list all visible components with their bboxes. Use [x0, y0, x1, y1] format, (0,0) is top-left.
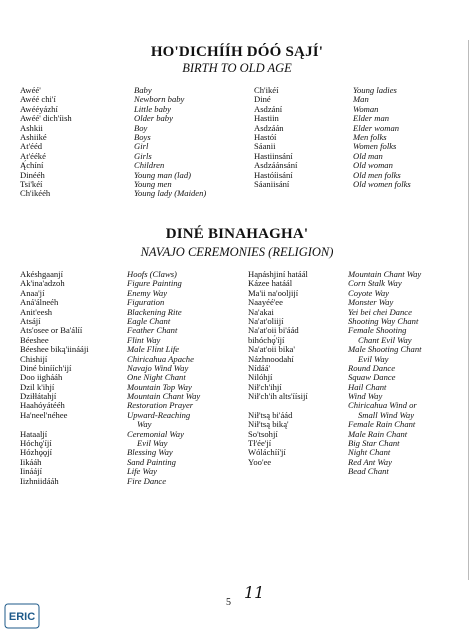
- english-term: Figure Painting: [127, 278, 182, 289]
- english-term: Old man: [353, 150, 383, 161]
- english-term: Chiricahua Wind or: [348, 400, 417, 411]
- english-term: Eagle Chant: [127, 315, 171, 326]
- english-term: Navajo Wind Way: [127, 362, 189, 373]
- english-term: Small Wind Way: [358, 409, 415, 420]
- page-number: 5: [226, 597, 231, 608]
- english-term: Evil Way: [358, 353, 389, 364]
- navajo-term: Béeshee biką'iinááji: [20, 344, 89, 355]
- navajo-term: Ch'ikééh: [20, 188, 51, 199]
- navajo-term: Iikááh: [20, 456, 42, 467]
- english-term: Blessing Way: [127, 447, 173, 458]
- navajo-term: Hastóíisání: [254, 169, 293, 180]
- english-term: Wind Way: [348, 391, 383, 402]
- navajo-term: Ashiiké: [20, 131, 47, 142]
- english-term: Bead Chant: [348, 466, 389, 477]
- navajo-term: Béeshee: [20, 334, 49, 345]
- section1-title: HO'DICHÍÍH DÓÓ SĄJÍ': [150, 44, 324, 60]
- english-term: Big Star Chant: [348, 438, 400, 449]
- english-term: Elder man: [353, 113, 390, 124]
- navajo-term: Aná'álneéh: [20, 297, 59, 308]
- section1-english-right-column: [353, 86, 411, 189]
- english-term: Monster Way: [348, 297, 394, 308]
- english-term: Man: [353, 94, 369, 105]
- navajo-term: Hózhǫ́ǫjí: [20, 447, 52, 458]
- english-term: Chiricahua Apache: [127, 353, 194, 364]
- english-term: Little baby: [134, 103, 171, 114]
- english-term: Feather Chant: [127, 325, 178, 336]
- navajo-term: Anit'eesh: [20, 306, 53, 317]
- navajo-term: Ashkii: [20, 122, 43, 133]
- english-term: Boy: [134, 122, 148, 133]
- section2-navajo-right-column: [248, 270, 308, 467]
- section1-english-left-column: [134, 86, 206, 199]
- english-term: Upward-Reaching: [127, 409, 191, 420]
- navajo-term: Diné: [254, 94, 271, 105]
- navajo-term: Sáanii: [254, 141, 276, 152]
- english-term: Women folks: [353, 141, 397, 152]
- navajo-term: Nił'ch'ihjí: [248, 381, 282, 392]
- navajo-term: Dziłłátahjí: [20, 391, 57, 402]
- section1-navajo-right-column: [254, 86, 297, 189]
- english-term: Mountain Top Way: [127, 381, 192, 392]
- english-term: Woman: [353, 103, 379, 114]
- english-term: Newborn baby: [134, 94, 185, 105]
- english-term: Men folks: [353, 131, 387, 142]
- english-term: Young ladies: [353, 85, 397, 95]
- english-term: Girl: [134, 141, 149, 152]
- navajo-term: Awééyázhí: [20, 103, 58, 114]
- navajo-term: Naayéé'ee: [248, 297, 283, 308]
- navajo-term: Dzil k'ihjí: [20, 381, 55, 392]
- english-term: Chant Evil Way: [358, 334, 412, 345]
- navajo-term: Iináájí: [20, 466, 42, 477]
- section2-subtitle: NAVAJO CEREMONIES (RELIGION): [140, 245, 334, 259]
- navajo-term: Sáaniisání: [254, 178, 290, 189]
- section2-english-left-column: [127, 270, 200, 486]
- english-term: Female Rain Chant: [348, 419, 416, 430]
- english-term: Female Shooting: [348, 325, 407, 336]
- navajo-term: Nił'tsą biką': [248, 419, 289, 430]
- english-term: Night Chant: [348, 447, 391, 458]
- english-term: Older baby: [134, 113, 173, 124]
- navajo-term: Názhnoodahí: [248, 353, 294, 364]
- navajo-term: At'ééké: [20, 150, 46, 161]
- english-term: Children: [134, 160, 165, 171]
- navajo-term: Atsájí: [20, 315, 41, 326]
- english-term: Red Ant Way: [348, 456, 392, 467]
- english-term: Mountain Chant Way: [348, 269, 422, 279]
- english-term: Young man (lad): [134, 169, 191, 180]
- english-term: Male Flint Life: [127, 344, 180, 355]
- english-term: Figuration: [127, 297, 165, 308]
- navajo-term: Na'at'oii bi'áád: [248, 325, 299, 336]
- eric-logo-text: ERIC: [8, 611, 36, 623]
- english-term: Corn Stalk Way: [348, 278, 402, 289]
- navajo-term: Hóchǫ́'íjí: [20, 438, 52, 449]
- navajo-term: Ą́chíní: [20, 160, 44, 171]
- english-term: Sand Painting: [127, 456, 176, 467]
- handwritten-page-mark: 11: [244, 583, 265, 602]
- section2-english-right-column: [348, 270, 422, 477]
- navajo-term: Ats'osee or Ba'álíí: [20, 325, 83, 336]
- english-term: Flint Way: [127, 334, 161, 345]
- navajo-term: Hataaljí: [20, 428, 48, 439]
- navajo-term: Nił'tsą bi'áád: [248, 409, 293, 420]
- navajo-term: Anaa'jí: [20, 287, 45, 298]
- navajo-term: Ha'neel'néhee: [20, 409, 68, 420]
- navajo-term: Doo iighááh: [20, 372, 63, 383]
- english-term: One Night Chant: [127, 372, 186, 383]
- english-term: Coyote Way: [348, 287, 389, 298]
- navajo-term: Na'at'oliijí: [248, 315, 284, 326]
- navajo-term: Tł'ée'jí: [248, 438, 272, 449]
- navajo-term: Nił'ch'ih alts'íísijí: [248, 391, 308, 402]
- navajo-term: bihóchǫ́'íjí: [248, 334, 285, 345]
- eric-logo-icon: [4, 603, 40, 629]
- section2-navajo-left-column: [20, 270, 89, 486]
- english-term: Enemy Way: [127, 287, 168, 298]
- english-term: Young men: [134, 178, 172, 189]
- navajo-term: Haahóyátééh: [20, 400, 65, 411]
- navajo-term: Yoo'ee: [248, 456, 272, 467]
- navajo-term: Diné biníích'ijí: [20, 362, 72, 373]
- english-term: Male Shooting Chant: [348, 344, 422, 355]
- english-term: Male Rain Chant: [348, 428, 408, 439]
- navajo-term: Dinééh: [20, 169, 45, 180]
- navajo-term: Chishijí: [20, 353, 48, 364]
- navajo-term: Asdzání: [254, 103, 283, 114]
- navajo-term: Ha̧náshjiní hatáál: [248, 269, 308, 279]
- navajo-term: Ma'ii na'ooljijí: [248, 287, 299, 298]
- english-term: Squaw Dance: [348, 372, 396, 383]
- navajo-term: Hastóí: [254, 131, 277, 142]
- navajo-term: Iizhniidááh: [20, 475, 59, 486]
- section1-subtitle: BIRTH TO OLD AGE: [182, 61, 292, 75]
- english-term: Hoofs (Claws): [127, 269, 177, 279]
- navajo-term: Na'at'oii bika': [248, 344, 295, 355]
- english-term: Ceremonial Way: [127, 428, 184, 439]
- english-term: Boys: [134, 131, 151, 142]
- navajo-term: Awéé' dich'íish: [20, 113, 72, 124]
- scan-edge-line: [468, 40, 469, 580]
- english-term: Shooting Way Chant: [348, 315, 419, 326]
- navajo-term: Awéé': [20, 85, 41, 95]
- navajo-term: Asdzáán: [254, 122, 284, 133]
- english-term: Blackening Rite: [127, 306, 182, 317]
- english-term: Elder woman: [353, 122, 400, 133]
- english-term: Evil Way: [137, 438, 168, 449]
- section1-navajo-left-column: [20, 86, 72, 199]
- navajo-term: Hastiin: [254, 113, 279, 124]
- navajo-term: Ak'ina'adzoh: [20, 278, 65, 289]
- navajo-term: Hastiinsání: [254, 150, 293, 161]
- english-term: Old men folks: [353, 169, 401, 180]
- navajo-term: At'ééd: [20, 141, 43, 152]
- english-term: Girls: [134, 150, 152, 161]
- navajo-term: Nídáá': [248, 362, 271, 373]
- navajo-term: So'tsohjí: [248, 428, 278, 439]
- english-term: Hail Chant: [348, 381, 387, 392]
- navajo-term: Kázee hatáál: [248, 278, 293, 289]
- section2-title: DINÉ BINAHAGHA': [165, 226, 309, 242]
- navajo-term: Wóláchíí'jí: [248, 447, 286, 458]
- english-term: Restoration Prayer: [127, 400, 194, 411]
- navajo-term: Na'akai: [248, 306, 274, 317]
- navajo-term: Ch'ikéí: [254, 85, 279, 95]
- english-term: Round Dance: [348, 362, 396, 373]
- navajo-term: Akéshgaanjí: [20, 269, 63, 279]
- navajo-term: Tsi'kéí: [20, 178, 43, 189]
- english-term: Baby: [134, 85, 152, 95]
- english-term: Old women folks: [353, 178, 411, 189]
- navajo-term: Awéé chi'í: [20, 94, 56, 105]
- navajo-term: Asdzáánsání: [254, 160, 298, 171]
- english-term: Fire Dance: [127, 475, 167, 486]
- english-term: Way: [137, 419, 152, 430]
- english-term: Young lady (Maiden): [134, 188, 207, 199]
- english-term: Yei bei chei Dance: [348, 306, 412, 317]
- navajo-term: Nilóhjí: [248, 372, 273, 383]
- english-term: Mountain Chant Way: [127, 391, 201, 402]
- english-term: Life Way: [127, 466, 157, 477]
- english-term: Old woman: [353, 160, 393, 171]
